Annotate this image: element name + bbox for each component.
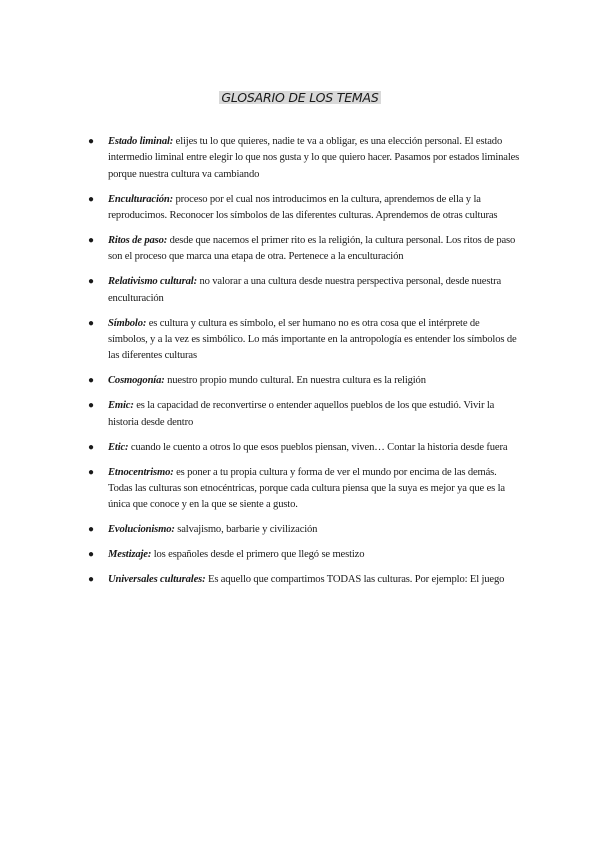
glossary-entry xyxy=(88,440,520,456)
glossary-entry xyxy=(88,572,520,588)
glossary-definition: cuando le cuento a otros lo que esos pueblos piensan, viven… Contar la historia desde fuera xyxy=(128,441,508,453)
bullet-icon: ● xyxy=(88,549,94,561)
glossary-definition: es poner a tu propia cultura y forma de ver el mundo por encima de las demás. Todas las culturas son etnocéntricas, porque cada cultura piensa que la suya es mejor ya que es la única que conoce y en la que se siente a gusto. xyxy=(108,466,505,511)
glossary-entry xyxy=(88,134,520,183)
glossary-term: Relativismo cultural: xyxy=(108,276,197,288)
glossary-definition: nuestro propio mundo cultural. En nuestra cultura es la religión xyxy=(164,375,426,387)
glossary-term: Símbolo: xyxy=(108,317,147,329)
bullet-icon: ● xyxy=(88,574,94,586)
bullet-icon: ● xyxy=(88,524,94,536)
glossary-entry xyxy=(88,398,520,431)
glossary-term: Emic: xyxy=(108,400,134,412)
glossary-term: Estado liminal: xyxy=(108,136,174,147)
glossary-term: Etnocentrismo: xyxy=(108,466,174,478)
glossary-definition: es la capacidad de reconvertirse o entender aquellos pueblos de los que estudió. Vivir la historia desde dentro xyxy=(108,400,495,428)
glossary-entry xyxy=(88,373,520,389)
glossary-term: Universales culturales: xyxy=(108,574,206,586)
bullet-icon: ● xyxy=(88,441,94,453)
bullet-icon: ● xyxy=(88,193,94,205)
glossary-definition: proceso por el cual nos introducimos en la cultura, aprendemos de ella y la reproducimos. Reconocer los símbolos de las diferentes culturas. Aprendemos de otras culturas xyxy=(108,193,498,222)
glossary-term: Ritos de paso: xyxy=(108,235,168,247)
bullet-icon: ● xyxy=(88,375,94,387)
glossary-term: Cosmogonía: xyxy=(108,375,165,387)
document-title xyxy=(0,90,600,105)
glossary-entry xyxy=(88,316,520,365)
glossary-definition: es cultura y cultura es símbolo, el ser humano no es otra cosa que el intérprete de símbolos, y a la vez es simbólico. Lo más importante en la antropología es entender los símbolos de las diferentes culturas xyxy=(108,317,517,362)
glossary-definition: no valorar a una cultura desde nuestra perspectiva personal, desde nuestra enculturación xyxy=(108,276,502,304)
glossary-entry xyxy=(88,465,520,514)
glossary-term: Etic: xyxy=(108,441,129,453)
bullet-icon: ● xyxy=(88,276,94,288)
glossary-definition: Es aquello que compartimos TODAS las culturas. Por ejemplo: El juego xyxy=(205,574,505,586)
bullet-icon: ● xyxy=(88,136,94,147)
glossary-definition: los españoles desde el primero que llegó se mestizo xyxy=(151,549,365,561)
glossary-definition: salvajismo, barbarie y civilización xyxy=(174,524,318,536)
bullet-icon: ● xyxy=(88,235,94,247)
bullet-icon: ● xyxy=(88,466,94,478)
bullet-icon: ● xyxy=(88,400,94,412)
glossary-term: Enculturación: xyxy=(108,193,174,205)
glossary-entry xyxy=(88,274,520,307)
glossary-definition: elijes tu lo que quieres, nadie te va a obligar, es una elección personal. El estado intermedio liminal entre elegir lo que nos gusta y lo que quiero hacer. Pasamos por estados liminales porque nuestra cultura va cambiando xyxy=(108,136,520,180)
glossary-entry xyxy=(88,522,520,538)
document-title-text: GLOSARIO DE LOS TEMAS xyxy=(221,90,379,105)
bullet-icon: ● xyxy=(88,317,94,329)
glossary-entry xyxy=(88,233,520,266)
glossary-entry xyxy=(88,192,520,225)
glossary-term: Mestizaje: xyxy=(108,549,152,561)
glossary-term: Evolucionismo: xyxy=(108,524,175,536)
glossary-definition: desde que nacemos el primer rito es la religión, la cultura personal. Los ritos de paso son el proceso que marca una etapa de otra. Pertenece a la enculturación xyxy=(108,235,516,263)
glossary-list xyxy=(88,134,520,597)
glossary-entry xyxy=(88,547,520,563)
